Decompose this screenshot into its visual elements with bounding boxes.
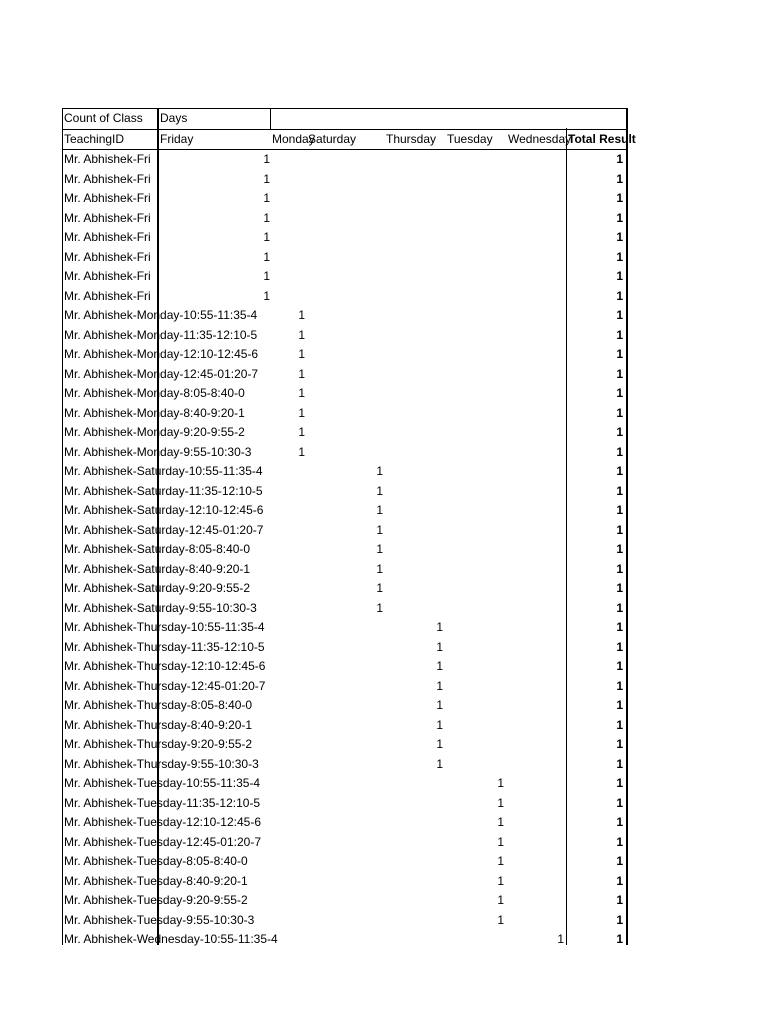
table-row[interactable]: [62, 443, 628, 463]
teaching-id-cell[interactable]: Mr. Abhishek-Saturday-12:10-12:45-6: [64, 503, 264, 517]
table-row[interactable]: [62, 891, 628, 911]
total-result-cell[interactable]: 1: [616, 561, 623, 576]
total-result-cell[interactable]: 1: [616, 210, 623, 225]
day-count-cell[interactable]: 1: [375, 482, 383, 502]
teaching-id-cell[interactable]: Mr. Abhishek-Monday-11:35-12:10-5: [64, 327, 258, 342]
teaching-id-cell[interactable]: Mr. Abhishek-Saturday-9:20-9:55-2: [64, 581, 251, 595]
teaching-id-cell[interactable]: Mr. Abhishek-Thursday-11:35-12:10-5: [64, 639, 265, 654]
teaching-id-cell[interactable]: Mr. Abhishek-Monday-9:20-9:55-2: [64, 425, 245, 439]
teaching-id-cell[interactable]: Mr. Abhishek-Saturday-8:40-9:20-1: [64, 561, 251, 576]
teaching-id-cell[interactable]: Mr. Abhishek-Tuesday-9:20-9:55-2: [64, 893, 248, 907]
table-row[interactable]: [62, 716, 628, 736]
col-header-thursday[interactable]: Thursday: [386, 131, 437, 146]
teaching-id-cell[interactable]: Mr. Abhishek-Tuesday-9:55-10:30-3: [64, 912, 255, 927]
total-result-cell[interactable]: 1: [616, 152, 623, 166]
teaching-id-cell[interactable]: Mr. Abhishek-Fri: [64, 288, 151, 303]
teaching-id-cell[interactable]: Mr. Abhishek-Thursday-10:55-11:35-4: [64, 620, 265, 634]
total-result-cell[interactable]: 1: [616, 581, 623, 595]
table-row[interactable]: [62, 248, 628, 268]
teaching-id-cell[interactable]: Mr. Abhishek-Monday-12:45-01:20-7: [64, 366, 259, 381]
table-row[interactable]: [62, 638, 628, 658]
teaching-id-cell[interactable]: Mr. Abhishek-Fri: [64, 210, 151, 225]
day-count-cell[interactable]: 1: [435, 638, 443, 658]
day-count-cell[interactable]: 1: [435, 735, 443, 755]
day-count-cell[interactable]: 1: [262, 228, 270, 248]
day-count-cell[interactable]: 1: [297, 326, 305, 346]
teaching-id-cell[interactable]: Mr. Abhishek-Saturday-11:35-12:10-5: [64, 483, 263, 498]
total-result-cell[interactable]: 1: [616, 249, 623, 264]
teaching-id-cell[interactable]: Mr. Abhishek-Fri: [64, 230, 151, 244]
day-count-cell[interactable]: 1: [375, 501, 383, 521]
col-header-saturday[interactable]: Saturday: [308, 131, 357, 146]
pivot-body: [62, 150, 628, 950]
teaching-id-cell[interactable]: Mr. Abhishek-Tuesday-12:10-12:45-6: [64, 815, 261, 829]
day-count-cell[interactable]: 1: [435, 618, 443, 638]
table-row[interactable]: [62, 677, 628, 697]
col-header-wednesday[interactable]: Wednesday: [508, 131, 572, 146]
day-count-cell[interactable]: 1: [297, 345, 305, 365]
day-count-cell[interactable]: 1: [262, 189, 270, 209]
table-row[interactable]: [62, 365, 628, 385]
total-result-cell[interactable]: 1: [616, 386, 623, 400]
total-result-cell[interactable]: 1: [616, 600, 623, 615]
day-count-cell[interactable]: 1: [496, 794, 504, 814]
table-row[interactable]: [62, 228, 628, 248]
teaching-id-cell[interactable]: Mr. Abhishek-Tuesday-8:05-8:40-0: [64, 854, 248, 868]
table-row[interactable]: [62, 579, 628, 599]
table-row[interactable]: [62, 852, 628, 872]
right-border: [626, 108, 628, 945]
day-count-cell[interactable]: 1: [496, 833, 504, 853]
total-result-cell[interactable]: 1: [616, 698, 623, 712]
teaching-id-cell[interactable]: Mr. Abhishek-Monday-9:55-10:30-3: [64, 444, 252, 459]
table-row[interactable]: [62, 774, 628, 794]
teaching-id-cell[interactable]: Mr. Abhishek-Tuesday-8:40-9:20-1: [64, 873, 248, 888]
day-count-cell[interactable]: 1: [262, 287, 270, 307]
pivot-header-row-2: [62, 130, 636, 151]
teaching-id-cell[interactable]: Mr. Abhishek-Tuesday-10:55-11:35-4: [64, 776, 261, 790]
teaching-id-cell[interactable]: Mr. Abhishek-Fri: [64, 171, 151, 186]
teaching-id-cell[interactable]: Mr. Abhishek-Fri: [64, 191, 151, 205]
total-result-cell[interactable]: 1: [616, 171, 623, 186]
total-result-cell[interactable]: 1: [616, 347, 623, 361]
table-row[interactable]: [62, 501, 628, 521]
total-result-cell[interactable]: 1: [616, 815, 623, 829]
table-row[interactable]: [62, 735, 628, 755]
day-count-cell[interactable]: 1: [435, 755, 443, 775]
row-field-label[interactable]: TeachingID: [64, 131, 125, 146]
table-row[interactable]: [62, 755, 628, 775]
table-row[interactable]: [62, 404, 628, 424]
day-count-cell[interactable]: 1: [435, 716, 443, 736]
total-result-cell[interactable]: 1: [616, 425, 623, 439]
day-count-cell[interactable]: 1: [556, 930, 564, 950]
table-row[interactable]: [62, 813, 628, 833]
total-result-cell[interactable]: 1: [616, 444, 623, 459]
table-row[interactable]: [62, 482, 628, 502]
day-count-cell[interactable]: 1: [375, 560, 383, 580]
table-row[interactable]: [62, 833, 628, 853]
total-result-cell[interactable]: 1: [616, 405, 623, 420]
day-count-cell[interactable]: 1: [435, 696, 443, 716]
teaching-id-cell[interactable]: Mr. Abhishek-Monday-10:55-11:35-4: [64, 308, 258, 322]
teaching-id-cell[interactable]: Mr. Abhishek-Thursday-12:10-12:45-6: [64, 659, 266, 673]
teaching-id-cell[interactable]: Mr. Abhishek-Thursday-8:05-8:40-0: [64, 698, 253, 712]
day-count-cell[interactable]: 1: [262, 150, 270, 170]
day-count-cell[interactable]: 1: [435, 677, 443, 697]
table-row[interactable]: [62, 696, 628, 716]
table-row[interactable]: [62, 794, 628, 814]
table-row[interactable]: [62, 287, 628, 307]
teaching-id-cell[interactable]: Mr. Abhishek-Thursday-12:45-01:20-7: [64, 678, 266, 693]
total-result-cell[interactable]: 1: [616, 327, 623, 342]
teaching-id-cell[interactable]: Mr. Abhishek-Tuesday-12:45-01:20-7: [64, 834, 261, 849]
table-row[interactable]: [62, 872, 628, 892]
teaching-id-cell[interactable]: Mr. Abhishek-Tuesday-11:35-12:10-5: [64, 795, 261, 810]
day-count-cell[interactable]: 1: [496, 872, 504, 892]
day-count-cell[interactable]: 1: [375, 521, 383, 541]
table-row[interactable]: [62, 540, 628, 560]
table-row[interactable]: [62, 170, 628, 190]
teaching-id-cell[interactable]: Mr. Abhishek-Saturday-9:55-10:30-3: [64, 600, 257, 615]
table-row[interactable]: [62, 326, 628, 346]
day-count-cell[interactable]: 1: [496, 852, 504, 872]
total-result-cell[interactable]: 1: [616, 776, 623, 790]
day-count-cell[interactable]: 1: [435, 657, 443, 677]
day-count-cell[interactable]: 1: [297, 384, 305, 404]
col-header-friday[interactable]: Friday: [160, 131, 194, 146]
table-row[interactable]: [62, 521, 628, 541]
total-result-cell[interactable]: 1: [616, 288, 623, 303]
day-count-cell[interactable]: 1: [375, 599, 383, 619]
day-count-cell[interactable]: 1: [297, 306, 305, 326]
table-row[interactable]: [62, 930, 628, 950]
day-count-cell[interactable]: 1: [297, 423, 305, 443]
day-count-cell[interactable]: 1: [496, 911, 504, 931]
total-result-cell[interactable]: 1: [616, 522, 623, 537]
column-field-label[interactable]: Days: [160, 111, 188, 125]
corner-label[interactable]: Count of Class: [64, 111, 143, 125]
table-row[interactable]: [62, 189, 628, 209]
pivot-table: [62, 108, 636, 950]
total-result-cell[interactable]: 1: [616, 191, 623, 205]
total-result-cell[interactable]: 1: [616, 308, 623, 322]
total-result-cell[interactable]: 1: [616, 269, 623, 283]
total-result-cell[interactable]: 1: [616, 620, 623, 634]
teaching-id-cell[interactable]: Mr. Abhishek-Monday-8:05-8:40-0: [64, 386, 245, 400]
table-row[interactable]: [62, 560, 628, 580]
day-count-cell[interactable]: 1: [262, 248, 270, 268]
pivot-header-row-1: [62, 108, 628, 130]
teaching-id-cell[interactable]: Mr. Abhishek-Fri: [64, 249, 151, 264]
total-result-cell[interactable]: 1: [616, 737, 623, 751]
table-row[interactable]: [62, 657, 628, 677]
day-count-cell[interactable]: 1: [496, 774, 504, 794]
day-count-cell[interactable]: 1: [262, 267, 270, 287]
table-row[interactable]: [62, 423, 628, 443]
total-result-cell[interactable]: 1: [616, 912, 623, 927]
total-result-cell[interactable]: 1: [616, 756, 623, 771]
table-row[interactable]: [62, 150, 628, 170]
total-divider: [566, 128, 567, 945]
teaching-id-cell[interactable]: Mr. Abhishek-Thursday-9:20-9:55-2: [64, 737, 253, 751]
total-result-cell[interactable]: 1: [616, 795, 623, 810]
total-result-cell[interactable]: 1: [616, 932, 623, 946]
day-count-cell[interactable]: 1: [496, 891, 504, 911]
col-header-monday[interactable]: Monday: [272, 131, 315, 146]
col-header-total[interactable]: Total Result: [568, 131, 636, 146]
total-result-cell[interactable]: 1: [616, 503, 623, 517]
table-row[interactable]: [62, 384, 628, 404]
teaching-id-cell[interactable]: Mr. Abhishek-Fri: [64, 152, 151, 166]
teaching-id-cell[interactable]: Mr. Abhishek-Thursday-9:55-10:30-3: [64, 756, 259, 771]
left-border: [62, 108, 63, 945]
table-row[interactable]: [62, 618, 628, 638]
day-count-cell[interactable]: 1: [375, 462, 383, 482]
total-result-cell[interactable]: 1: [616, 542, 623, 556]
teaching-id-cell[interactable]: Mr. Abhishek-Wednesday-10:55-11:35-4: [64, 932, 278, 946]
total-result-cell[interactable]: 1: [616, 659, 623, 673]
day-count-cell[interactable]: 1: [375, 540, 383, 560]
day-count-cell[interactable]: 1: [297, 365, 305, 385]
total-result-cell[interactable]: 1: [616, 230, 623, 244]
col-header-tuesday[interactable]: Tuesday: [447, 131, 493, 146]
teaching-id-cell[interactable]: Mr. Abhishek-Thursday-8:40-9:20-1: [64, 717, 253, 732]
day-count-cell[interactable]: 1: [297, 404, 305, 424]
day-count-cell[interactable]: 1: [262, 209, 270, 229]
total-result-cell[interactable]: 1: [616, 893, 623, 907]
row-label-divider: [157, 108, 159, 945]
table-row[interactable]: [62, 345, 628, 365]
table-row[interactable]: [62, 306, 628, 326]
teaching-id-cell[interactable]: Mr. Abhishek-Monday-12:10-12:45-6: [64, 347, 259, 361]
teaching-id-cell[interactable]: Mr. Abhishek-Fri: [64, 269, 151, 283]
total-result-cell[interactable]: 1: [616, 366, 623, 381]
total-result-cell[interactable]: 1: [616, 464, 623, 478]
teaching-id-cell[interactable]: Mr. Abhishek-Saturday-8:05-8:40-0: [64, 542, 251, 556]
total-result-cell[interactable]: 1: [616, 483, 623, 498]
total-result-cell[interactable]: 1: [616, 834, 623, 849]
day-count-cell[interactable]: 1: [375, 579, 383, 599]
day-count-cell[interactable]: 1: [297, 443, 305, 463]
teaching-id-cell[interactable]: Mr. Abhishek-Saturday-10:55-11:35-4: [64, 464, 263, 478]
total-result-cell[interactable]: 1: [616, 717, 623, 732]
table-row[interactable]: [62, 209, 628, 229]
total-result-cell[interactable]: 1: [616, 873, 623, 888]
teaching-id-cell[interactable]: Mr. Abhishek-Saturday-12:45-01:20-7: [64, 522, 264, 537]
teaching-id-cell[interactable]: Mr. Abhishek-Monday-8:40-9:20-1: [64, 405, 245, 420]
total-result-cell[interactable]: 1: [616, 678, 623, 693]
table-row[interactable]: [62, 911, 628, 931]
day-count-cell[interactable]: 1: [496, 813, 504, 833]
total-result-cell[interactable]: 1: [616, 854, 623, 868]
total-result-cell[interactable]: 1: [616, 639, 623, 654]
table-row[interactable]: [62, 462, 628, 482]
day-count-cell[interactable]: 1: [262, 170, 270, 190]
table-row[interactable]: [62, 599, 628, 619]
table-row[interactable]: [62, 267, 628, 287]
